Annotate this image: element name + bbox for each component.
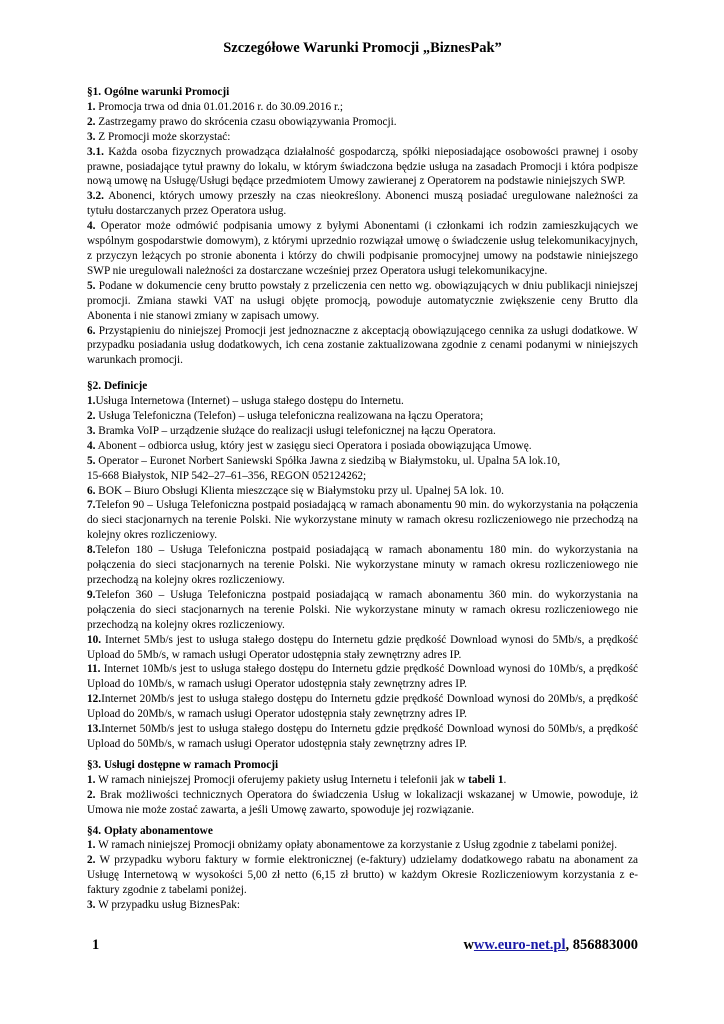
document-title: Szczegółowe Warunki Promocji „BiznesPak” [223,40,502,56]
item-text-end: . [503,773,507,786]
item-text: Usługa Telefoniczna (Telefon) – usługa telefoniczna realizowana na łączu Operatora; [95,410,484,423]
paragraph [87,498,638,543]
item-number: 2. [87,854,96,867]
footer-phone: , 856883000 [565,937,638,953]
item-text: Internet 50Mb/s jest to usługa stałego dostępu do Internetu gdzie prędkość Download wynosi do 50Mb/s, a prędkość Upload do 50Mb/s, w ramach usługi Operator udostępnia stały zewnętrzny adres IP. [87,723,638,750]
paragraph [87,439,638,454]
item-number: 8. [87,544,96,557]
item-number: 9. [87,588,96,601]
paragraph [87,853,638,898]
paragraph [87,543,638,588]
item-text: Podane w dokumencie ceny brutto powstały z przeliczenia cen netto wg. obowiązujących w dniu publikacji niniejszej promocji. Zmiana stawki VAT na usługi objęte promocją, powoduje automatycznie zwiększenie ceny Brutto dla Abonenta i nie stanowi zmiany w zapisach umowy. [87,279,638,322]
table-reference: tabeli 1 [468,773,504,786]
item-number: 1. [87,839,96,852]
item-text: Bramka VoIP – urządzenie służące do realizacji usługi telefonicznej na łączu Operatora. [95,424,496,437]
page-number: 1 [92,937,100,953]
item-number: 7. [87,499,96,512]
item-number: 13. [87,723,102,736]
paragraph [87,115,638,130]
item-text: Telefon 180 – Usługa Telefoniczna postpaid posiadającą w ramach abonamentu 180 min. do wykorzystania na połączenia do sieci stacjonarnych na terenie Polski. Nie wykorzystane minuty w ramach okresu rozliczeniowego nie przechodzą na kolejny okres rozliczeniowy. [87,544,638,586]
item-text: W ramach niniejszej Promocji obniżamy opłaty abonamentowe za korzystanie z Usług zgodnie z tabelami poniżej. [95,839,618,852]
item-text: Telefon 90 – Usługa Telefoniczna postpaid posiadającą w ramach abonamentu 90 min. do wykorzystania na połączenia do sieci stacjonarnych na terenie Polski. Nie wykorzystane minuty w ramach okresu rozliczeniowego nie przechodzą na kolejny okres rozliczeniowy. [87,499,638,542]
item-text: Brak możliwości technicznych Operatora do świadczenia Usług w lokalizacji wskazanej w Umowie, powoduje, iż Umowa nie może zostać zawarta, a jeśli Umowę zawarto, spowoduje jej rozwiązanie. [87,788,638,816]
paragraph [87,722,638,752]
paragraph [87,145,638,190]
item-text: Promocja trwa od dnia 01.01.2016 r. do 30.09.2016 r.; [95,100,344,113]
paragraph [87,454,638,469]
paragraph [87,394,638,409]
item-number: 2. [87,115,96,128]
section-1-heading: §1. Ogólne warunki Promocji [87,86,230,98]
paragraph [87,469,638,484]
item-number: 4. [87,220,96,233]
item-number: 11. [87,663,101,676]
item-text: Abonent – odbiorca usług, który jest w zasięgu sieci Operatora i posiada obowiązująca Umowę. [95,439,532,452]
section-4 [87,824,638,913]
paragraph [87,838,638,853]
item-text: Usługa Internetowa (Internet) – usługa stałego dostępu do Internetu. [95,395,404,408]
item-number: 1. [87,773,96,786]
item-text: BOK – Biuro Obsługi Klienta mieszczące się w Białymstoku przy ul. Upalnej 5A lok. 10. [95,484,504,497]
item-text: Abonenci, których umowy przeszły na czas nieokreślony. Abonenci muszą posiadać uregulowane należności za tytułu dostarczanych przez Operatora usług. [87,190,638,218]
item-number: 1. [87,100,96,113]
paragraph [87,633,638,663]
item-number: 3.1. [87,145,104,158]
section-2 [87,379,638,752]
paragraph [87,100,638,115]
item-number: 4. [87,439,96,452]
section-4-heading: §4. Opłaty abonamentowe [87,824,213,837]
paragraph [87,189,638,219]
item-number: 3. [87,130,96,143]
paragraph [87,788,638,818]
paragraph [87,279,638,324]
footer-prefix: w [463,937,474,953]
paragraph [87,773,638,788]
paragraph [87,219,638,279]
section-1 [87,85,638,368]
item-number: 2. [87,410,96,423]
section-3 [87,758,638,818]
paragraph [87,424,638,439]
paragraph [87,324,638,369]
paragraph [87,130,638,145]
document-page [87,40,638,913]
page-footer [92,937,638,955]
item-text: 15-668 Białystok, NIP 542–27–61–356, REGON 052124262; [87,469,367,482]
item-text: Z Promocji może skorzystać: [95,130,231,143]
paragraph [87,484,638,499]
item-number: 10. [87,633,102,646]
item-text: Zastrzegamy prawo do skrócenia czasu obowiązywania Promocji. [95,115,397,128]
website-link[interactable]: ww.euro-net.pl [473,937,566,953]
paragraph [87,662,638,692]
item-text: W przypadku wyboru faktury w formie elektronicznej (e-faktury) udzielamy dodatkowego rabatu na abonament za Usługę Internetową w wysokości 5,00 zł netto (6,15 zł brutto) w każdym Okresie Rozliczeniowym korzystania z e-faktury zgodnie z tabelami poniżej. [87,854,638,897]
paragraph [87,898,638,913]
item-text: Operator może odmówić podpisania umowy z byłymi Abonentami (i członkami ich rodzin zamieszkujących we wspólnym gospodarstwie domowym), z którymi uprzednio rozwiązał umowę o świadczenie usług telekomunikacyjnych, z przyczyn leżących po stronie abonenta i którzy do chwili podpisanie promocyjnej umowy na podstawie niniejszego SWP nie uregulowali należności za dostarczane wcześniej przez Operatora usługi telekomunikacyjne. [87,220,638,277]
item-text: Operator – Euronet Norbert Saniewski Spółka Jawna z siedzibą w Białymstoku, ul. Upalna 5A lok.10, [95,454,561,467]
item-text: Internet 10Mb/s jest to usługa stałego dostępu do Internetu gdzie prędkość Download wynosi do 10Mb/s, a prędkość Upload do 10Mb/s, w ramach usługi Operator udostępnia stały zewnętrzny adres IP. [87,663,638,691]
item-text: Internet 5Mb/s jest to usługa stałego dostępu do Internetu gdzie prędkość Download wynosi do 5Mb/s, a prędkość Upload do 5Mb/s, w ramach usługi Operator udostępnia stały zewnętrzny adres IP. [87,633,638,661]
paragraph [87,588,638,633]
footer-contact [463,937,638,954]
section-2-heading: §2. Definicje [87,380,148,393]
item-number: 5. [87,279,96,292]
item-number: 2. [87,788,96,801]
item-text: Telefon 360 – Usługa Telefoniczna postpaid posiadającą w ramach abonamentu 360 min. do wykorzystania na połączenia do sieci stacjonarnych na terenie Polski. Nie wykorzystane minuty w ramach okresu rozliczeniowego nie przechodzą na kolejny okres rozliczeniowy. [87,588,638,631]
item-number: 6. [87,484,96,497]
item-number: 5. [87,454,96,467]
item-number: 3. [87,899,96,912]
paragraph [87,409,638,424]
item-number: 6. [87,324,96,337]
item-text: Każda osoba fizycznych prowadząca działalność gospodarczą, spółki nieposiadające osobowości prawnej i osoby prawne, posiadające tytuł prawny do lokalu, w którym świadczona będzie usługa na zasadach Promocji i która podpisze nową umowę na Usługę/Usługi będące przedmiotem Umowy zawieranej z Operatorem na podstawie niniejszych SWP. [87,145,638,188]
item-number: 1. [87,395,96,408]
section-3-heading: §3. Usługi dostępne w ramach Promocji [87,758,279,771]
item-text: Przystąpieniu do niniejszej Promocji jest jednoznaczne z akceptacją obowiązującego cennika za usługi dodatkowe. W przypadku posiadania usług dodatkowych, ich cena zostanie zaktualizowana zgodnie z cenami podanymi w niniejszych warunkach promocji. [87,324,638,367]
item-number: 3. [87,424,96,437]
item-text: Internet 20Mb/s jest to usługa stałego dostępu do Internetu gdzie prędkość Download wynosi do 20Mb/s, a prędkość Upload do 20Mb/s, w ramach usługi Operator udostępnia stały zewnętrzny adres IP. [87,693,638,721]
item-text: W ramach niniejszej Promocji oferujemy pakiety usług Internetu i telefonii jak w [95,773,469,786]
item-number: 3.2. [87,190,104,203]
item-text: W przypadku usług BiznesPak: [95,899,241,912]
item-number: 12. [87,693,102,706]
paragraph [87,692,638,722]
